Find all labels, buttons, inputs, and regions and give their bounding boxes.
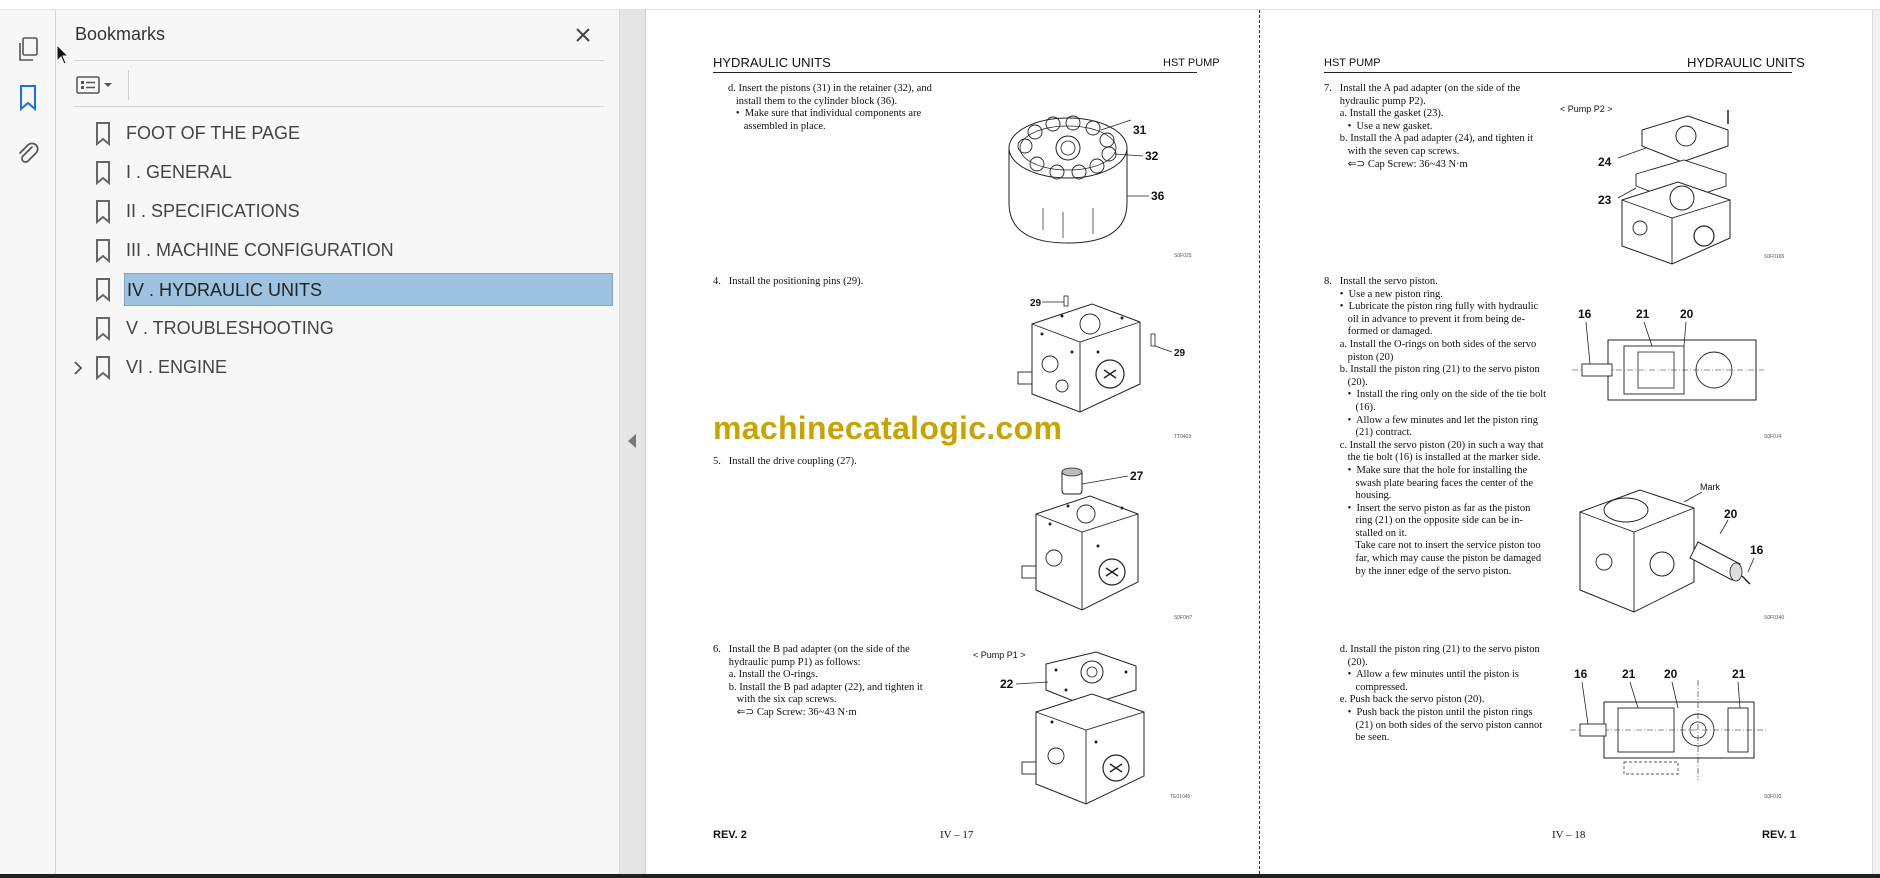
servo-piston-housing-figure: [1570, 472, 1770, 622]
cylinder-block-figure: [1003, 108, 1183, 258]
mouse-cursor-icon: [56, 44, 70, 66]
bookmark-icon[interactable]: [12, 82, 44, 114]
header-rule: [1324, 72, 1792, 73]
page-number: IV – 18: [1552, 829, 1586, 841]
callout-27: 27: [1130, 469, 1144, 483]
figure-code: S0F0H7: [1174, 615, 1193, 621]
bookmark-label[interactable]: I . GENERAL: [126, 162, 233, 182]
bookmark-label[interactable]: IV . HYDRAULIC UNITS: [124, 273, 613, 306]
bookmark-flag-icon: [94, 161, 112, 190]
page-header-right: HST PUMP: [1163, 57, 1220, 69]
callout-20: 20: [1680, 307, 1694, 321]
pump-p1-label: < Pump P1 >: [973, 650, 1026, 660]
b-pad-adapter-figure: [996, 650, 1186, 810]
callout-31: 31: [1133, 123, 1147, 137]
drive-coupling-figure: [1010, 462, 1200, 632]
servo-piston-section-figure: [1568, 302, 1768, 412]
header-rule: [713, 72, 1197, 73]
bookmark-flag-icon: [94, 278, 112, 307]
paperclip-icon[interactable]: [12, 138, 44, 170]
bookmark-item-general[interactable]: [56, 153, 620, 192]
bookmark-label[interactable]: III . MACHINE CONFIGURATION: [126, 240, 394, 260]
chevron-right-icon[interactable]: [70, 358, 86, 378]
document-view[interactable]: [646, 10, 1880, 874]
figure-code: S0F025: [1174, 253, 1192, 259]
bookmark-label[interactable]: II . SPECIFICATIONS: [126, 201, 300, 221]
step-4-text: 4. Install the positioning pins (29).: [713, 276, 864, 287]
bookmark-label[interactable]: V . TROUBLESHOOTING: [126, 318, 334, 338]
callout-21: 21: [1622, 667, 1636, 681]
page-header-left: HYDRAULIC UNITS: [713, 55, 831, 70]
page-header-left: HST PUMP: [1324, 57, 1381, 69]
callout-29b: 29: [1174, 348, 1186, 359]
figure-code: TE01045: [1170, 794, 1191, 800]
callout-20: 20: [1724, 507, 1738, 521]
watermark: machinecatalogic.com: [713, 410, 1063, 446]
bookmark-item-machine-configuration[interactable]: [56, 231, 620, 270]
list-options-icon[interactable]: [76, 72, 120, 98]
figure-code: S0F0J0: [1764, 794, 1782, 800]
figure-code: TT0403: [1174, 434, 1192, 440]
callout-16: 16: [1750, 543, 1764, 557]
page-number: IV – 17: [940, 829, 974, 841]
page-footer-rev: REV. 2: [713, 829, 747, 841]
callout-21: 21: [1636, 307, 1650, 321]
page-header-right: HYDRAULIC UNITS: [1687, 55, 1805, 70]
page-iv-17: [646, 10, 1259, 874]
step-8de-text: d. Install the piston ring (21) to the servo piston (20). • Allow a few minutes until the piston is compressed. e. Push back the servo piston (20). • Push back the piston until the piston rings (21) on both sides of the servo piston cannot be seen.: [1339, 644, 1543, 744]
callout-16: 16: [1574, 667, 1588, 681]
callout-36: 36: [1151, 189, 1165, 203]
bookmark-label[interactable]: FOOT OF THE PAGE: [126, 123, 301, 143]
step-d-text: d. Insert the pistons (31) in the retainer (32), and install them to the cylinder block (36). • Make sure that individual components are assembled in place.: [728, 83, 932, 132]
bookmark-item-hydraulic-units[interactable]: [56, 270, 620, 309]
callout-24: 24: [1598, 155, 1612, 169]
callout-32: 32: [1145, 149, 1159, 163]
figure-code: S0F0J4: [1764, 434, 1782, 440]
pump-p2-label: < Pump P2 >: [1560, 104, 1613, 114]
pages-icon[interactable]: [12, 34, 44, 66]
divider: [74, 60, 604, 61]
divider: [74, 106, 604, 107]
step-5-text: 5. Install the drive coupling (27).: [713, 456, 857, 467]
figure-code: S0F0140: [1764, 615, 1785, 621]
page-iv-18: [1259, 10, 1871, 874]
callout-23: 23: [1598, 193, 1612, 207]
bottom-edge: [0, 874, 1880, 878]
top-edge: [0, 0, 1880, 10]
bookmark-item-engine[interactable]: [56, 348, 620, 387]
figure-code: S0F0165: [1764, 254, 1785, 260]
callout-20: 20: [1664, 667, 1678, 681]
bookmark-flag-icon: [94, 317, 112, 346]
bookmark-item-troubleshooting[interactable]: [56, 309, 620, 348]
callout-22: 22: [1000, 677, 1014, 691]
collapse-arrow-icon[interactable]: [628, 434, 636, 448]
step-7-text: 7. Install the A pad adapter (on the side of the hydraulic pump P2). a. Install the gasket (23). • Use a new gasket. b. Install the A pad adapter (24), and tighten it with the seven cap screws. ⇐⊃ Cap Screw: 36~43 N·m: [1324, 83, 1534, 170]
bookmark-flag-icon: [94, 122, 112, 151]
step-6-text: 6. Install the B pad adapter (on the side of the hydraulic pump P1) as follows: a. Install the O-rings. b. Install the B pad adapter (22), and tighten it with the six cap screws. ⇐⊃ Cap Screw: 36~43 N·m: [713, 644, 923, 718]
close-icon[interactable]: [570, 22, 596, 48]
bookmark-label[interactable]: VI . ENGINE: [126, 357, 228, 377]
step-8-text: 8. Install the servo piston. • Use a new piston ring. • Lubricate the piston ring fully with hydraulic oil in advance to prevent it from being de- formed or damaged. a. Install the O-rings on both sides of the servo piston (20) b. Install the piston ring (21) to the servo piston (20). • Install the ring only on the side of the tie bolt (16). • Allow a few minutes and let the piston ring (21) contract. c. Install the servo piston (20) in such a way that the tie bolt (16) is installed at the marker side. • Make sure that the hole for installing the swash plate bearing faces the center of the housing. • Insert the servo piston as far as the piston ring (21) on the opposite side can be in- stalled on it. Take care not to insert the service piston too far, which may cause the piston be damaged by the inner edge of the servo piston.: [1324, 276, 1547, 577]
bookmark-item-foot-of-the-page[interactable]: [56, 114, 620, 153]
bookmark-flag-icon: [94, 356, 112, 385]
vertical-scrollbar[interactable]: [1872, 10, 1880, 874]
bookmark-list: [56, 114, 620, 387]
page-footer-rev: REV. 1: [1762, 829, 1796, 841]
callout-29a: 29: [1030, 298, 1042, 309]
bookmark-item-specifications[interactable]: [56, 192, 620, 231]
callout-16: 16: [1578, 307, 1592, 321]
servo-piston-final-figure: [1568, 662, 1768, 784]
divider: [128, 70, 129, 100]
panel-splitter[interactable]: [620, 10, 646, 874]
callout-21: 21: [1732, 667, 1746, 681]
callout-mark: Mark: [1700, 482, 1720, 492]
bookmarks-panel: [56, 10, 620, 874]
panel-title: Bookmarks: [75, 24, 166, 44]
bookmark-flag-icon: [94, 239, 112, 268]
navigation-rail: [0, 10, 56, 874]
a-pad-adapter-figure: [1578, 108, 1768, 268]
bookmark-flag-icon: [94, 200, 112, 229]
